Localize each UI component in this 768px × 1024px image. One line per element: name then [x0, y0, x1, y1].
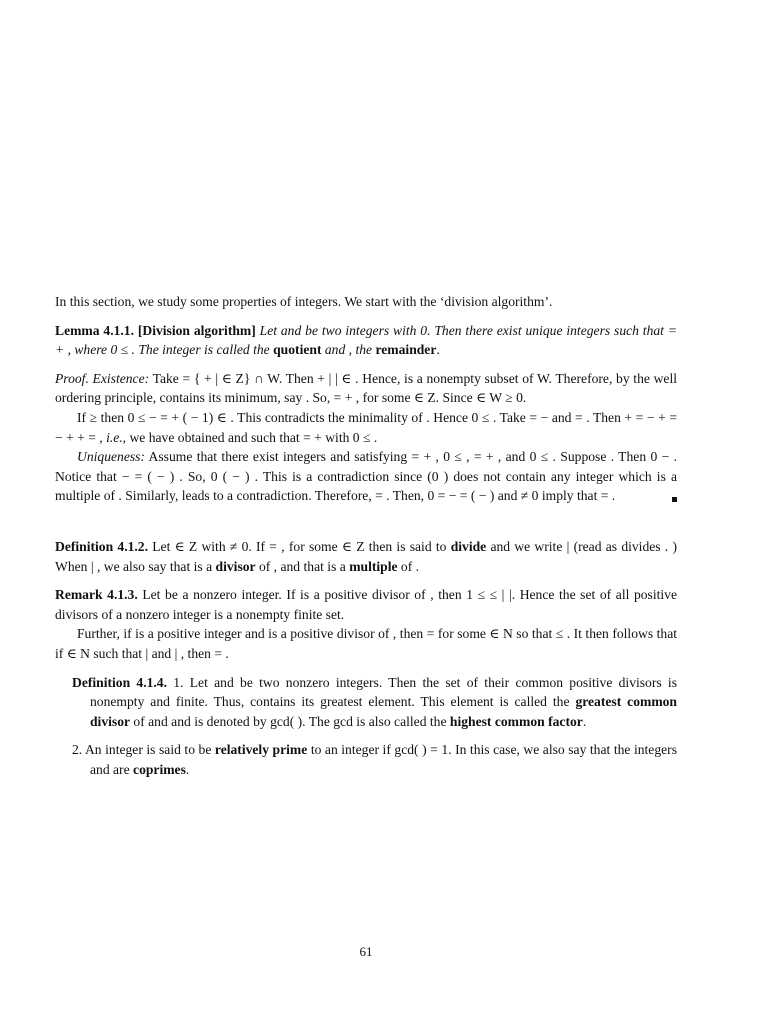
- proof-case-paragraph: If ≥ then 0 ≤ − = + ( − 1) ∈ . This contradicts the minimality of . Hence 0 ≤ . Take = − and = . Then + = − + = − + + = , i.e., we have obtained and such that = + with 0 ≤ .: [55, 409, 677, 445]
- page-number: 61: [359, 944, 373, 959]
- remark-4-1-3: Remark 4.1.3. Let be a nonzero integer. If is a positive divisor of , then 1 ≤ ≤ | |. Hence the set of all positive divisors of a nonzero integer is a nonempty finite set. Further, if is a positive integer and is a positive divisor of , then = for some ∈ N so that ≤ . It then follows that if ∈ N such that | and | , then = .: [55, 587, 677, 661]
- proof-uniqueness-paragraph: Uniqueness: Assume that there exist integers and satisfying = + , 0 ≤ , = + , and 0 ≤ . Suppose . Then 0 − . Notice that − = ( − ) . So, 0 ( − ) . This is a contradiction since (0 ) does not contain any integer which is a multiple of . Similarly, leads to a contradiction. Therefore, = . Then, 0 = − = ( − ) and ≠ 0 imply that = .: [55, 449, 677, 504]
- qed-square-icon: [672, 497, 677, 502]
- proof-existence-paragraph: Proof. Existence: Take = { + | ∈ Z} ∩ W. Then + | | ∈ . Hence, is a nonempty subset of W. Therefore, by the well ordering principle, contains its minimum, say . So, = + , for some ∈ Z. Since ∈ W ≥ 0.: [55, 370, 677, 406]
- lemma-text-2: and , the: [321, 342, 376, 358]
- existence-label: Existence:: [92, 370, 150, 386]
- lemma-text-1: Let and be two integers with 0. Then there exist unique integers such that = + , where 0 ≤ . The integer is called the: [55, 322, 677, 358]
- intro-paragraph: In this section, we study some properties of integers. We start with the ‘division algorithm’.: [55, 294, 553, 309]
- proof-label: Proof.: [55, 370, 89, 386]
- quotient-term: quotient: [273, 342, 322, 358]
- lemma-label: Lemma 4.1.1. [Division algorithm]: [55, 322, 256, 338]
- definition-4-1-4: [55, 673, 677, 780]
- def414-item-1: Definition 4.1.4. 1. Let and be two nonzero integers. Then the set of their common positive divisors is nonempty and finite. Thus, contains its greatest element. This element is called the greatest common divisor of and and is denoted by gcd( ). The gcd is also called the highest common factor.: [72, 674, 678, 729]
- remainder-term: remainder: [375, 342, 437, 358]
- def414-item-2: 2. An integer is said to be relatively prime to an integer if gcd( ) = 1. In this case, we also say that the integers and are coprimes.: [72, 742, 677, 777]
- uniqueness-label: Uniqueness:: [77, 449, 145, 465]
- definition-4-1-2: Definition 4.1.2. Let ∈ Z with ≠ 0. If = , for some ∈ Z then is said to divide and we write | (read as divides . ) When | , we also say that is a divisor of , and that is a multiple of .: [55, 538, 677, 574]
- page-content: [55, 292, 677, 788]
- def412-label: Definition 4.1.2.: [55, 538, 148, 554]
- proof-block: [55, 369, 677, 506]
- rem413-label: Remark 4.1.3.: [55, 587, 138, 603]
- def414-label: Definition 4.1.4.: [72, 674, 168, 690]
- lemma-4-1-1: Lemma 4.1.1. [Division algorithm] Let and be two integers with 0. Then there exist unique integers such that = + , where 0 ≤ . The integer is called the quotient and , the remainder.: [55, 322, 677, 358]
